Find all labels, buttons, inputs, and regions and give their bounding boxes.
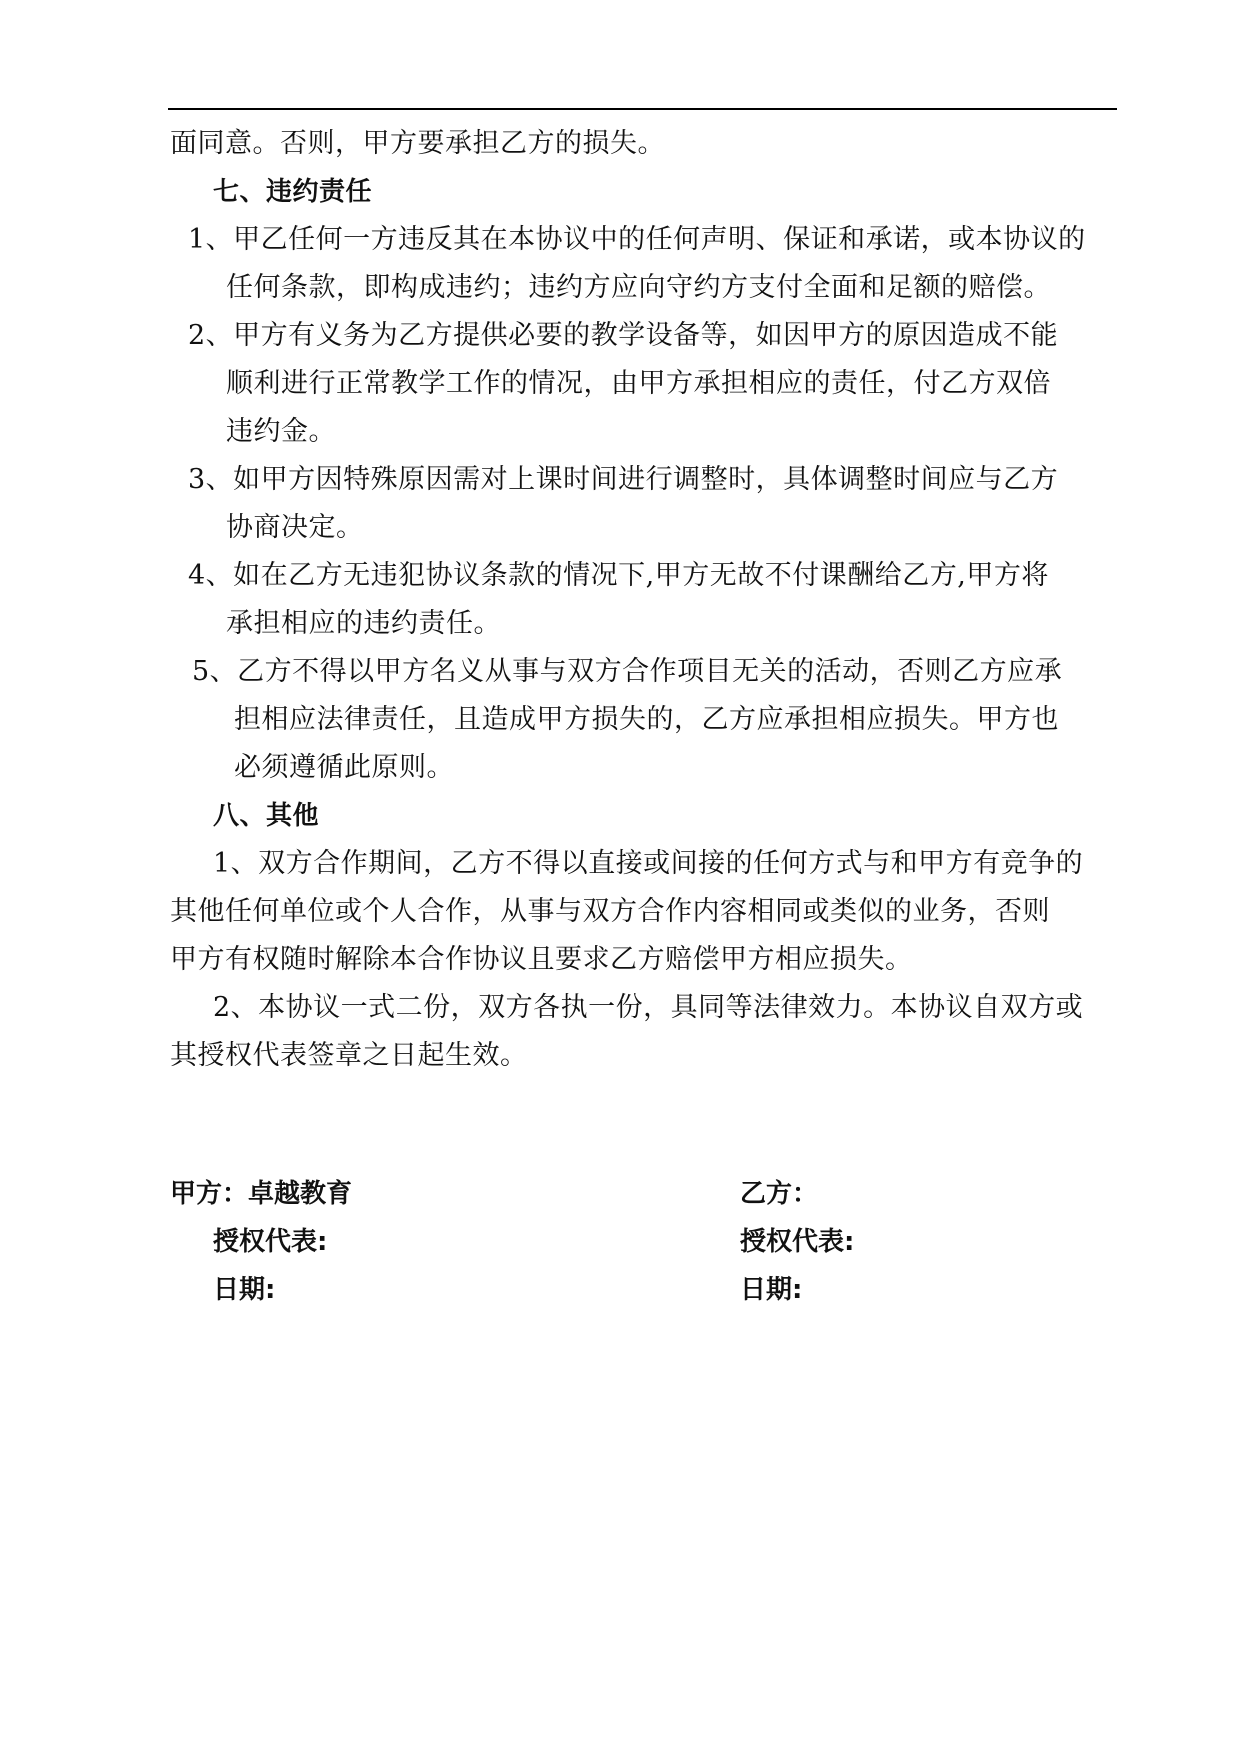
s7-item-3-line-2: 协商决定。 — [226, 512, 364, 543]
party-b-date: 日期: — [740, 1275, 803, 1305]
party-a-label: 甲方：卓越教育 — [170, 1179, 353, 1209]
s7-item-4-line-1: 4、如在乙方无违犯协议条款的情况下,甲方无故不付课酬给乙方,甲方将 — [188, 560, 1049, 591]
s7-item-2-line-1: 2、甲方有义务为乙方提供必要的教学设备等，如因甲方的原因造成不能 — [188, 320, 1059, 351]
signature-row-dates — [170, 1266, 1118, 1314]
continuation-text: 面同意。否则，甲方要承担乙方的损失。 — [170, 128, 665, 159]
s8-item-1-line-2: 其他任何单位或个人合作，从事与双方合作内容相同或类似的业务，否则 — [170, 896, 1050, 927]
s7-item-5-line-1: 5、乙方不得以甲方名义从事与双方合作项目无关的活动，否则乙方应承 — [192, 656, 1063, 687]
s8-item-1-line-1: 1、双方合作期间，乙方不得以直接或间接的任何方式与和甲方有竞争的 — [213, 848, 1084, 879]
s7-item-2-line-2: 顺利进行正常教学工作的情况，由甲方承担相应的责任，付乙方双倍 — [226, 368, 1051, 399]
s7-item-1-line-2: 任何条款，即构成违约；违约方应向守约方支付全面和足额的赔偿。 — [226, 272, 1051, 303]
signature-row-parties — [170, 1170, 1118, 1218]
section-7-heading: 七、违约责任 — [213, 177, 373, 207]
s7-item-2-line-3: 违约金。 — [226, 416, 336, 447]
section-8-heading: 八、其他 — [213, 801, 320, 831]
party-a-date: 日期: — [213, 1275, 276, 1305]
s7-item-3-line-1: 3、如甲方因特殊原因需对上课时间进行调整时，具体调整时间应与乙方 — [188, 464, 1059, 495]
s7-item-5-line-3: 必须遵循此原则。 — [234, 752, 454, 783]
s7-item-4-line-2: 承担相应的违约责任。 — [226, 608, 501, 639]
s8-item-1-line-3: 甲方有权随时解除本合作协议且要求乙方赔偿甲方相应损失。 — [170, 944, 913, 975]
s7-item-5-line-2: 担相应法律责任，且造成甲方损失的，乙方应承担相应损失。甲方也 — [234, 704, 1059, 735]
document-body — [170, 120, 1118, 1080]
signature-row-representatives — [170, 1218, 1118, 1266]
signature-block — [170, 1170, 1118, 1314]
s8-item-2-line-1: 2、本协议一式二份，双方各执一份，具同等法律效力。本协议自双方或 — [213, 992, 1084, 1023]
party-b-label: 乙方： — [740, 1179, 819, 1209]
party-b-representative: 授权代表: — [740, 1227, 855, 1257]
s8-item-2-line-2: 其授权代表签章之日起生效。 — [170, 1040, 528, 1071]
s7-item-1-line-1: 1、甲乙任何一方违反其在本协议中的任何声明、保证和承诺，或本协议的 — [188, 224, 1086, 255]
party-a-representative: 授权代表: — [213, 1227, 328, 1257]
top-rule — [168, 108, 1117, 110]
